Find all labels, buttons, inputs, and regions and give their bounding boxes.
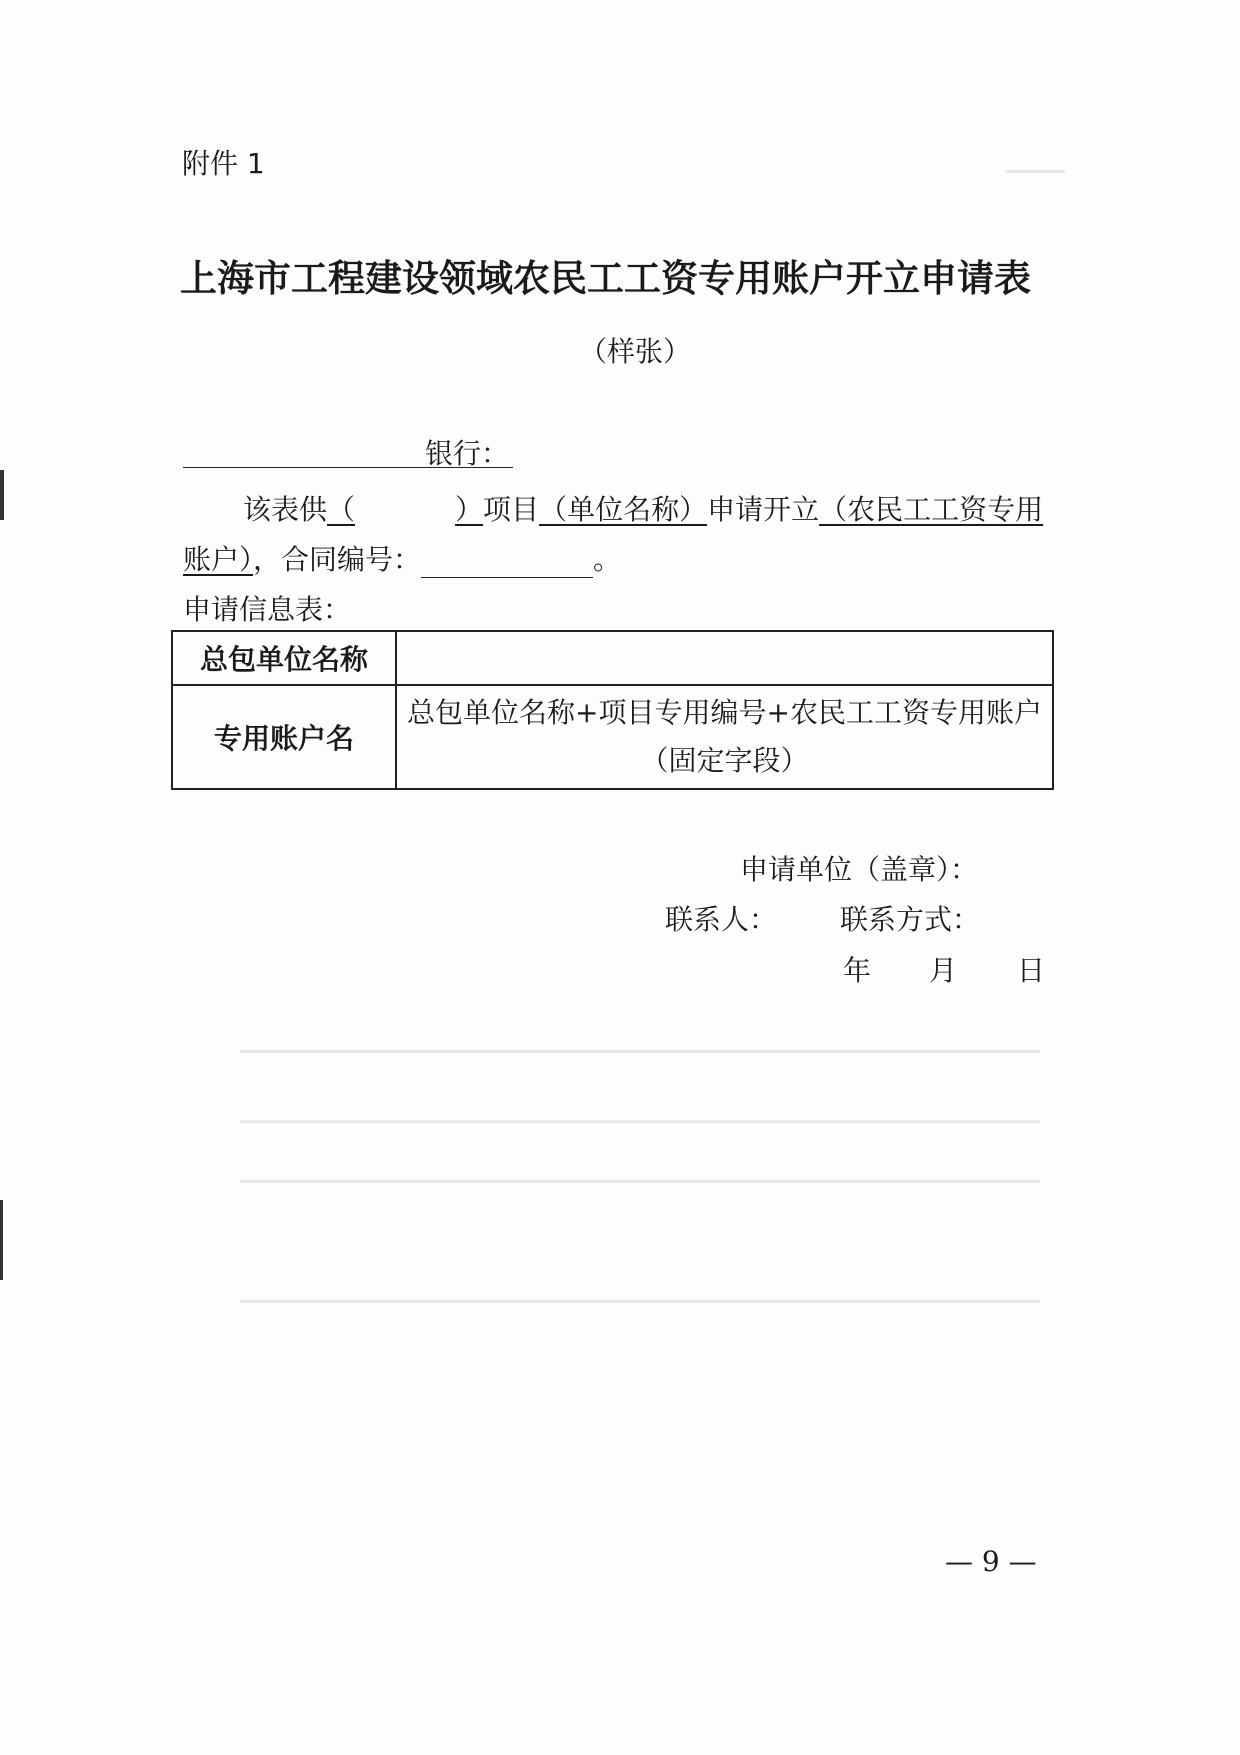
paragraph-line-1	[243, 488, 1043, 528]
bleed-through-line	[240, 1050, 1040, 1053]
application-info-table	[171, 630, 1054, 790]
bleed-through-line	[240, 1300, 1040, 1303]
account-type-text: （农民工工资专用	[819, 493, 1044, 526]
project-blank[interactable]: （ ）	[327, 493, 484, 526]
table-header-cell: 总包单位名称	[172, 631, 396, 685]
sentence-end: 。	[593, 543, 622, 576]
account-name-format: 总包单位名称+项目专用编号+农民工工资专用账户	[407, 696, 1042, 729]
date-year-label: 年	[843, 954, 872, 987]
table-row	[172, 631, 1053, 685]
bleed-through-line	[240, 1120, 1040, 1123]
account-name-note: （固定字段）	[640, 744, 809, 777]
date-day-label: 日	[1017, 954, 1046, 987]
date-month-label: 月	[929, 954, 958, 987]
contact-person-label: 联系人：	[665, 903, 778, 936]
document-subtitle: （样张）	[578, 335, 691, 368]
scan-edge-mark	[0, 470, 4, 520]
bank-label: 银行：	[425, 437, 510, 470]
account-type-text-end: 账户）	[183, 543, 254, 576]
applicant-seal-label: 申请单位（盖章）：	[740, 853, 979, 886]
table-header-cell: 专用账户名	[172, 685, 396, 789]
attachment-label: 附件 1	[182, 147, 265, 180]
contact-method-label: 联系方式：	[840, 903, 981, 936]
page-number: — 9 —	[945, 1545, 1037, 1578]
contract-label: ，合同编号：	[253, 543, 422, 576]
general-contractor-name-cell[interactable]	[396, 631, 1053, 685]
project-label: 项目	[483, 493, 540, 526]
unit-name-text: （单位名称）	[539, 493, 708, 526]
paragraph-prefix: 该表供	[243, 493, 328, 526]
contract-number-blank[interactable]	[421, 547, 593, 578]
account-name-cell	[396, 685, 1053, 789]
bleed-through-line	[1005, 170, 1065, 173]
document-title: 上海市工程建设领域农民工工资专用账户开立申请表	[180, 256, 1031, 300]
info-table-label: 申请信息表：	[183, 593, 352, 626]
apply-label: 申请开立	[707, 493, 820, 526]
paragraph-line-2	[183, 538, 621, 578]
table-row	[172, 685, 1053, 789]
bleed-through-line	[240, 1180, 1040, 1183]
scan-edge-mark	[0, 1200, 3, 1280]
